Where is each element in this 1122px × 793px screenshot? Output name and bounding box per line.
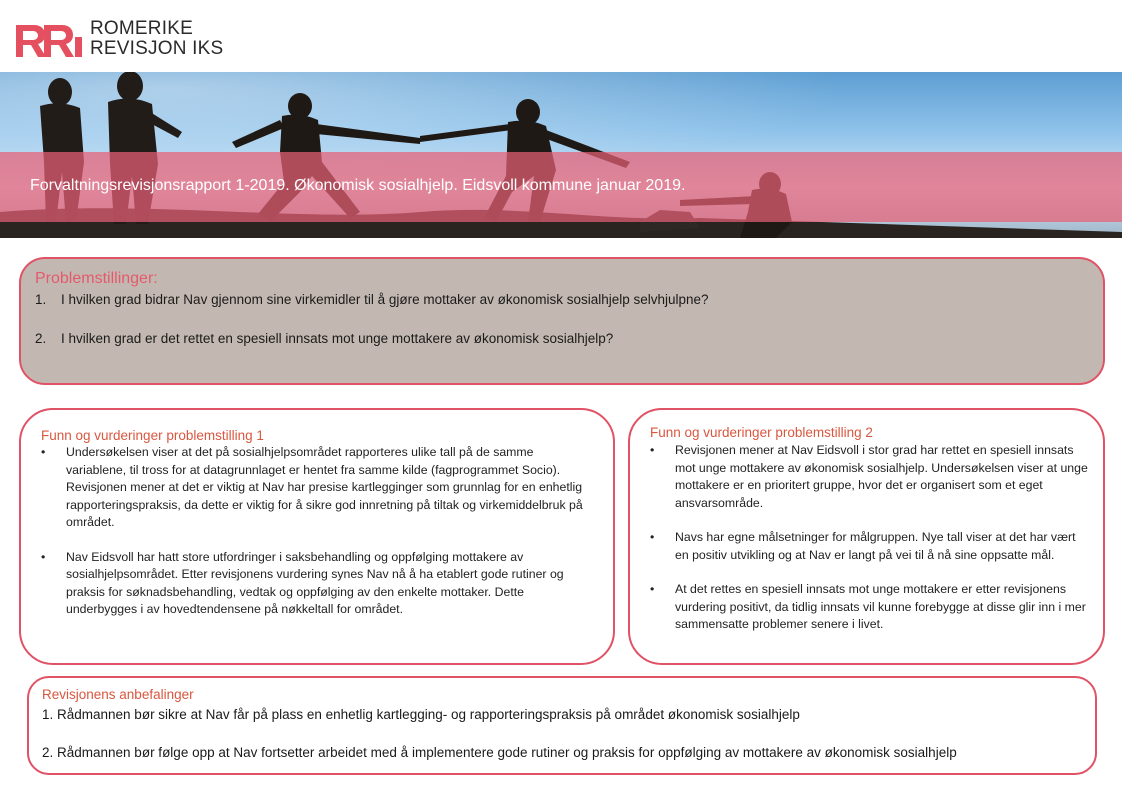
list-item [650, 529, 1090, 564]
bullet-icon: • [41, 445, 46, 459]
recommendations-heading: Revisjonens anbefalinger [42, 687, 194, 702]
problem-item-text: I hvilken grad bidrar Nav gjennom sine virkemidler til å gjøre mottaker av økonomisk sosialhjelp selvhjulpne? [61, 292, 709, 307]
report-title: Forvaltningsrevisjonsrapport 1-2019. Økonomisk sosialhjelp. Eidsvoll kommune januar 2019. [30, 177, 686, 194]
logo-text [90, 19, 223, 59]
bullet-icon: • [650, 582, 655, 596]
findings-2-list [650, 442, 1090, 651]
logo-line1: ROMERIKE [90, 18, 193, 39]
list-item-text: At det rettes en spesiell innsats mot unge mottakere er etter revisjonens vurdering positivt, da tidlig innsats vil kunne forebygge at disse glir inn i mer sammensatte problemer senere i livet. [675, 582, 1086, 631]
list-item-text: Navs har egne målsetninger for målgruppen. Nye tall viser at det har vært en positiv utvikling og at Nav er langt på vei til å nå sine oppsatte mål. [675, 530, 1076, 562]
problem-item-2 [35, 331, 613, 346]
list-item [41, 444, 597, 532]
bullet-icon: • [650, 443, 655, 457]
problem-item-text: I hvilken grad er det rettet en spesiell innsats mot unge mottakere av økonomisk sosialhjelp? [61, 331, 614, 346]
findings-2-heading: Funn og vurderinger problemstilling 2 [650, 425, 873, 440]
bullet-icon: • [41, 549, 46, 564]
problems-heading: Problemstillinger: [35, 270, 158, 287]
logo [14, 19, 223, 59]
list-item-text: Revisjonen mener at Nav Eidsvoll i stor grad har rettet en spesiell innsats mot unge mottakere av økonomisk sosialhjelp. Undersøkelsen viser at unge mottakere er en prioritert gruppe, hvor det er organisert som et eget ansvarsområde. [675, 443, 1088, 510]
list-item [650, 442, 1090, 512]
banner-image [0, 72, 1122, 238]
bullet-icon: • [650, 530, 655, 544]
list-item-text: Nav Eidsvoll har hatt store utfordringer i saksbehandling og oppfølging mottakere av sosialhjelpsområdet. Etter revisjonens vurdering synes Nav nå å ha etablert gode rutiner og praksis for søknadsbehandling, vedtak og oppfølging av den enkelte mottaker. Dette underbygges i av hovedtendensene på nøkkeltall for området. [66, 549, 564, 616]
list-item [650, 581, 1090, 634]
recommendation-item-1: 1. Rådmannen bør sikre at Nav får på plass en enhetlig kartlegging- og rapporteringspraksis på området økonomisk sosialhjelp [42, 707, 800, 722]
problems-box [19, 257, 1105, 385]
list-item-text: Undersøkelsen viser at det på sosialhjelpsområdet rapporteres ulike tall på de samme variablene, til tross for at datagrunnlaget er hentet fra samme kilde (fagprogrammet Socio). Revisjonen mener at det er viktig at Nav har presise kartlegginger som grunnlag for en enhetlig rapporteringspraksis, da dette er viktig for å sikre god innretning på tiltak og virkemiddelbruk på området. [66, 445, 583, 529]
problem-item-number: 1. [35, 292, 47, 307]
problem-item-number: 2. [35, 331, 47, 346]
rri-logo-mark [14, 19, 84, 59]
recommendation-item-2: 2. Rådmannen bør følge opp at Nav fortsetter arbeidet med å implementere gode rutiner og praksis for oppfølging av mottakere av økonomisk sosialhjelp [42, 745, 957, 760]
problem-item-1 [35, 292, 709, 307]
list-item [41, 549, 597, 619]
findings-1-heading: Funn og vurderinger problemstilling 1 [41, 428, 264, 443]
logo-line2: REVISJON IKS [90, 38, 224, 59]
findings-1-list [41, 444, 597, 636]
